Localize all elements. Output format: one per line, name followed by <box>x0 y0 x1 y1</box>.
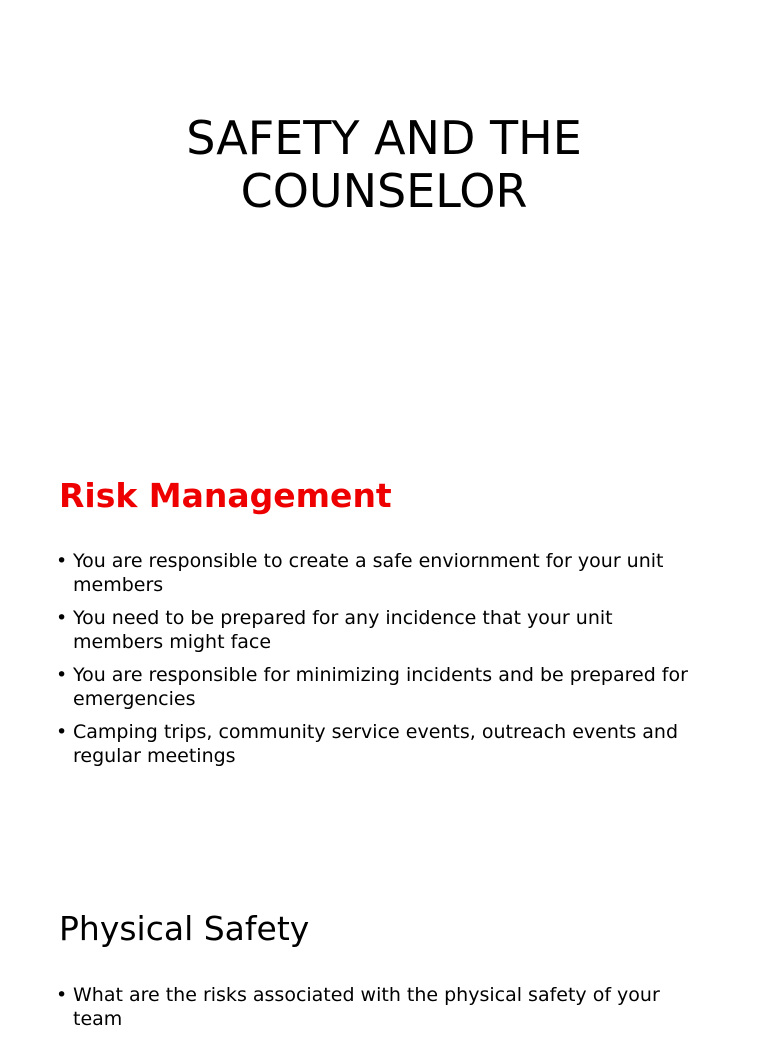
bullet-item: • You are responsible to create a safe enviornment for your unit members <box>56 549 696 597</box>
risk-management-bullet-list <box>56 549 696 777</box>
physical-safety-slide <box>0 860 768 1030</box>
physical-safety-bullet-list <box>56 983 696 1040</box>
slide-title-line-2: COUNSELOR <box>240 164 528 218</box>
bullet-item: • Camping trips, community service events, outreach events and regular meetings <box>56 720 696 768</box>
title-slide <box>0 0 768 440</box>
bullet-item: • You are responsible for minimizing incidents and be prepared for emergencies <box>56 663 696 711</box>
bullet-item: • What are the risks associated with the physical safety of your team <box>56 983 696 1031</box>
slide-title <box>0 112 768 218</box>
risk-management-slide <box>0 440 768 860</box>
bullet-item: • You need to be prepared for any incidence that your unit members might face <box>56 606 696 654</box>
physical-safety-heading: Physical Safety <box>59 909 310 948</box>
risk-management-heading: Risk Management <box>59 476 392 515</box>
slide-title-line-1: SAFETY AND THE <box>186 111 582 165</box>
